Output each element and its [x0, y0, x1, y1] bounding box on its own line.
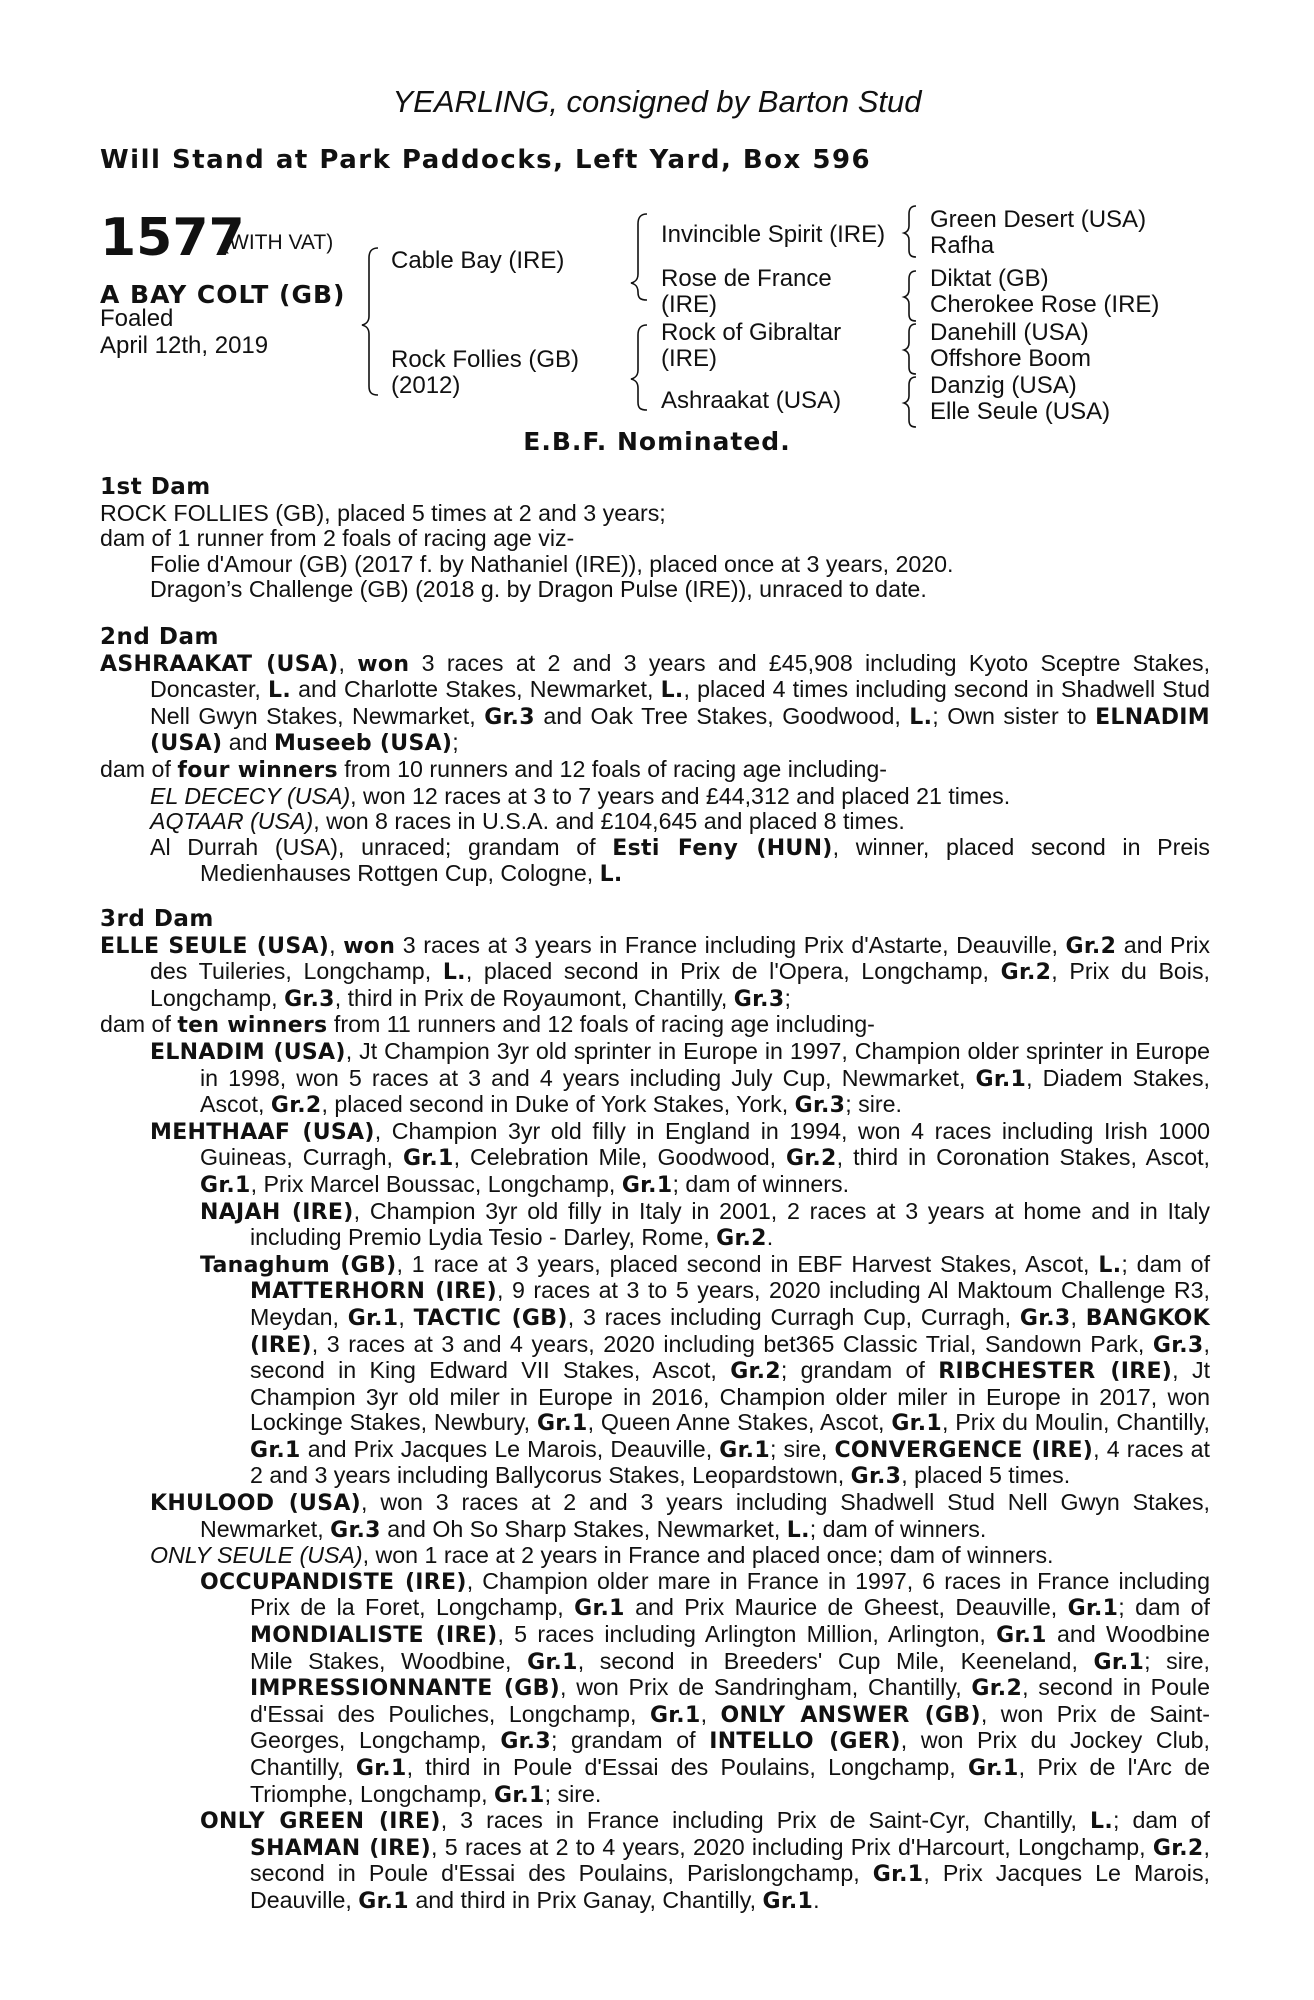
produce-item: Folie d'Amour (GB) (2017 f. by Nathaniel (IRE)), placed once at 3 years, 2020. [150, 550, 954, 577]
elle-seule-entry: ELLE SEULE (USA), won 3 races at 3 years in France including Prix d'Astarte, Deauville, Gr.2 and Prix des Tuileries, Longchamp, L., placed second in Prix de l'Opera, Longchamp, Gr.2, Prix du Bois, Longchamp, Gr.3, third in Prix de Royaumont, Chantilly, Gr.3; [100, 931, 1210, 1012]
lot-name: A BAY COLT (GB) [100, 280, 346, 309]
produce-item: MEHTHAAF (USA), Champion 3yr old filly in England in 1994, won 4 races including Irish 1000 Guineas, Curragh, Gr.1, Celebration Mile, Goodwood, Gr.2, third in Coronation Stakes, Ascot, Gr.1, Prix Marcel Boussac, Longchamp, Gr.1; dam of winners. [150, 1117, 1210, 1198]
ss-sire: Green Desert (USA) [930, 206, 1147, 233]
produce-item: KHULOOD (USA), won 3 races at 2 and 3 years including Shadwell Stud Nell Gwyn Stakes, Newmarket, Gr.3 and Oh So Sharp Stakes, Newmarket, L.; dam of winners. [150, 1489, 1210, 1543]
second-dam-produce: dam of four winners from 10 runners and 12 foals of racing age including- [100, 755, 887, 783]
sire: Cable Bay (IRE) [391, 247, 565, 274]
produce-item: Dragon’s Challenge (GB) (2018 g. by Dragon Pulse (IRE)), unraced to date. [150, 576, 927, 603]
sire-dam-line-2: (IRE) [661, 291, 717, 318]
produce-item: Al Durrah (USA), unraced; grandam of Esti Feny (HUN), winner, placed second in Preis Medienhauses Rottgen Cup, Cologne, L. [150, 833, 1210, 888]
first-dam-title: 1st Dam [100, 474, 211, 500]
ds-dam: Offshore Boom [930, 345, 1091, 372]
first-dam-summary: ROCK FOLLIES (GB), placed 5 times at 2 and 3 years; [100, 499, 666, 526]
third-dam-title: 3rd Dam [100, 906, 214, 932]
produce-item: OCCUPANDISTE (IRE), Champion older mare in France in 1997, 6 races in France including Prix de la Foret, Longchamp, Gr.1 and Prix Maurice de Gheest, Deauville, Gr.1; dam of MONDIALISTE (IRE), 5 races including Arlington Million, Arlington, Gr.1 and Woodbine Mile Stakes, Woodbine, Gr.1, second in Breeders' Cup Mile, Keeneland, Gr.1; sire, IMPRESSIONNANTE (GB), won Prix de Sandringham, Chantilly, Gr.2, second in Poule d'Essai des Pouliches, Longchamp, Gr.1, ONLY ANSWER (GB), won Prix de Saint-Georges, Longchamp, Gr.3; grandam of INTELLO (GER), won Prix du Jockey Club, Chantilly, Gr.1, third in Poule d'Essai des Poulains, Longchamp, Gr.1, Prix de l'Arc de Triomphe, Longchamp, Gr.1; sire. [200, 1567, 1211, 1808]
horse-name: ASHRAAKAT (USA) [100, 651, 339, 677]
second-dam-section [100, 625, 1210, 888]
dam-line-1: Rock Follies (GB) [391, 346, 580, 373]
third-dam-section [100, 907, 1210, 1915]
sire-sire: Invincible Spirit (IRE) [661, 221, 886, 248]
dam-sire-line-1: Rock of Gibraltar [661, 319, 842, 346]
horse-name: Museeb (USA) [273, 731, 453, 757]
dam-sire-line-2: (IRE) [661, 345, 717, 372]
horse-name: ELNADIM (USA) [150, 704, 1210, 757]
produce-item: EL DECECY (USA), won 12 races at 3 to 7 years and £44,312 and placed 21 times. [150, 782, 1011, 809]
produce-item: ELNADIM (USA), Jt Champion 3yr old sprinter in Europe in 1997, Champion older sprinter in Europe in 1998, won 5 races at 3 and 4 years including July Cup, Newmarket, Gr.1, Diadem Stakes, Ascot, Gr.2, placed second in Duke of York Stakes, York, Gr.3; sire. [150, 1037, 1210, 1119]
produce-item: AQTAAR (USA), won 8 races in U.S.A. and £104,645 and placed 8 times. [150, 808, 905, 835]
first-dam-produce: dam of 1 runner from 2 foals of racing age viz- [100, 525, 575, 552]
produce-item: ONLY GREEN (IRE), 3 races in France including Prix de Saint-Cyr, Chantilly, L.; dam of SHAMAN (IRE), 5 races at 2 to 4 years, 2020 including Prix d'Harcourt, Longchamp, Gr.2, second in Poule d'Essai des Poulains, Parislongchamp, Gr.1, Prix Jacques Le Marois, Deauville, Gr.1 and third in Prix Ganay, Chantilly, Gr.1. [200, 1807, 1210, 1914]
dd-dam: Elle Seule (USA) [930, 398, 1111, 425]
consignment-heading: YEARLING, consigned by Barton Stud [392, 84, 922, 119]
vat-note: (WITH VAT) [222, 231, 334, 254]
dam-line-2: (2012) [391, 372, 461, 399]
second-dam-title: 2nd Dam [100, 624, 219, 650]
won-label: won [357, 651, 410, 677]
produce-item: ONLY SEULE (USA), won 1 race at 2 years in France and placed once; dam of winners. [150, 1542, 1054, 1569]
third-dam-produce: dam of ten winners from 11 runners and 12 foals of racing age including- [100, 1011, 875, 1039]
dam-dam: Ashraakat (USA) [661, 387, 842, 414]
first-dam-section [100, 475, 1210, 603]
ds-sire: Danehill (USA) [930, 319, 1089, 346]
ebf-nominated: E.B.F. Nominated. [523, 427, 791, 456]
foaled-date: April 12th, 2019 [100, 332, 269, 359]
sd-dam: Cherokee Rose (IRE) [930, 291, 1160, 318]
foaled-label: Foaled [100, 305, 174, 332]
lot-number: 1577 [100, 208, 245, 268]
stand-location: Will Stand at Park Paddocks, Left Yard, Box 596 [100, 145, 872, 175]
dd-sire: Danzig (USA) [930, 372, 1077, 399]
sd-sire: Diktat (GB) [930, 265, 1049, 292]
sire-dam-line-1: Rose de France [661, 265, 832, 292]
ss-dam: Rafha [930, 232, 995, 259]
produce-item: NAJAH (IRE), Champion 3yr old filly in Italy in 2001, 2 races at 3 years at home and in Italy including Premio Lydia Tesio - Darley, Rome, Gr.2. [200, 1197, 1211, 1252]
produce-item: Tanaghum (GB), 1 race at 3 years, placed second in EBF Harvest Stakes, Ascot, L.; dam of MATTERHORN (IRE), 9 races at 3 to 5 years, 2020 including Al Maktoum Challenge R3, Meydan, Gr.1, TACTIC (GB), 3 races including Curragh Cup, Curragh, Gr.3, BANGKOK (IRE), 3 races at 3 and 4 years, 2020 including bet365 Classic Trial, Sandown Park, Gr.3, second in King Edward VII Stakes, Ascot, Gr.2; grandam of RIBCHESTER (IRE), Jt Champion 3yr old miler in Europe in 2016, Champion older miler in Europe in 2017, won Lockinge Stakes, Newbury, Gr.1, Queen Anne Stakes, Ascot, Gr.1, Prix du Moulin, Chantilly, Gr.1 and Prix Jacques Le Marois, Deauville, Gr.1; sire, CONVERGENCE (IRE), 4 races at 2 and 3 years including Ballycorus Stakes, Leopardstown, Gr.3, placed 5 times. [200, 1250, 1211, 1490]
ashraakat-entry: ASHRAAKAT (USA), won 3 races at 2 and 3 years and £45,908 including Kyoto Sceptre Stakes, Doncaster, L. and Charlotte Stakes, Newmarket, L., placed 4 times including second in Shadwell Stud Nell Gwyn Stakes, Newmarket, Gr.3 and Oak Tree Stakes, Goodwood, L.; Own sister to ELNADIM (USA) and Museeb (USA); [100, 649, 1211, 757]
